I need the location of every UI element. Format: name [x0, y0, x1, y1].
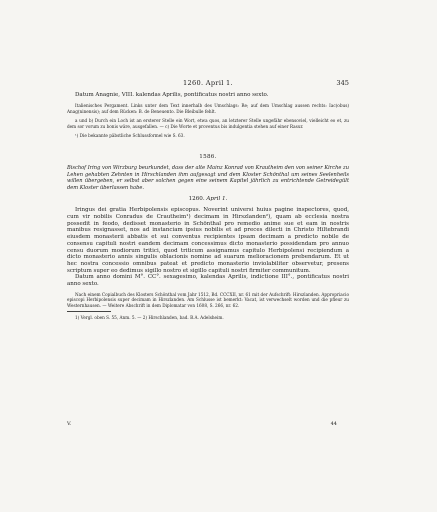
signature-mark: V. — [67, 421, 72, 427]
prev-footnote: ¹) Die bekannte päbstliche Schlussformel wie S. 63. — [75, 133, 185, 139]
page-footer — [67, 420, 349, 428]
footnote-rule — [67, 311, 111, 312]
sheet-number: 44 — [330, 421, 337, 427]
document-date-year: 1260. — [188, 196, 205, 203]
document-regest: Bischof Iring von Wirzburg beurkundet, dass der alte Mainz Konrad von Krautheim den von seiner Kirche zu Lehen gehabten Zehnten in Hirschlanden ihm aufgesagt und dem Kloster Schönthal um seines Seelenheils willen übergeben, er selbst aber solchen gegen eine seinem Kapitel jährlich zu entrichtende Getreidegült dem Kloster überlassen habe. — [67, 164, 349, 191]
prev-description: Italienisches Pergament. Links unter dem Text innerhalb des Umschlags: Re; auf dem Umschlag aussen rechts: Iac(obus) Anag(ninensis); auf dem Rücken: B. de Beneuento. Die Bleibulle fehlt. — [67, 103, 349, 114]
document-datum: Datum anno domini M°. CC°. sexagesimo, kalendas Aprilis, indictione III°., pontificatus nostri anno sexto. — [67, 274, 349, 288]
running-head-date: 1260. April 1. — [183, 79, 233, 87]
prev-datum: Datum Anagnie, VIII. kalendas Aprilis, pontificatus nostri anno sexto. — [75, 92, 269, 98]
document-date-day: April 1. — [206, 196, 228, 203]
document-text: Iringus dei gratia Herbipolensis episcopus. Noverint universi huius pagine inspectores, quod, cum vir nobilis Conradus de Crautheim¹) decimam in Hirszlanden²), quam ab ecclesia nostra possedit in feodo, dedisset monasterio in Schönthal pro remedio anime sue et eam in nostris manibus resignasset, nos ad instanciam ipsius nobilis et ad preces dilecti in Christo Hiltebrandi eiusdem monasterii abbatis et sui conventus recipientes ipsam decimam a predicto nobile de consensu capituli nostri eandem decimam concessimus dicto monasterio possidendam pro annuo censu duorum modiorum tritici, quod triticum assignamus capitulo Herbipolensi recipiendum a dicto monasterio annis singulis oblacionis nomine ad suarum melioracionem prebendarum. Et ut hec nostra concessio omnibus pateat et predicto monasterio inviolabiliter observetur, presens scriptum super eo dedimus sigillo nostro et sigillo capituli nostri firmiter communitum. — [67, 207, 349, 274]
document-number: 1586. — [199, 153, 217, 160]
prev-apparatus: a und b) Durch ein Loch ist an ersterer Stelle ein Wort, etwa quos, an letzterer Stelle ungefähr ebensoviel, vielleicht eo et, zu dem sor vorum zu bonis wäre, ausgefallen. — c) Die Worte et proventus bis indulgentia stehen auf einer Rasur. — [67, 118, 349, 129]
document-date — [67, 195, 349, 203]
page-number: 345 — [336, 79, 349, 87]
page-content — [67, 78, 349, 320]
document-description: Nach einem Copialbuch des Klosters Schönthal vom Jahr 1512, Bd. CCCXII, nr. 61 mit der Aufschrift: Hirszlanden. Appropriacio episcopi Herbipolensis super decimam in Hirszlanden. Am Schlusse ist bemerkt: Vacat, ist verwechselt worden und die pfleur zu Westernhausen. — Weitere Abschrift in dem Diplomatar von 1608, S. 266, nr. 62. — [67, 291, 349, 308]
running-head — [67, 78, 349, 89]
document-footnote: 1) Vergl. oben S. 55, Anm. 5. — 2) Hirschlanden, bad. B.A. Adelsheim. — [75, 314, 224, 320]
